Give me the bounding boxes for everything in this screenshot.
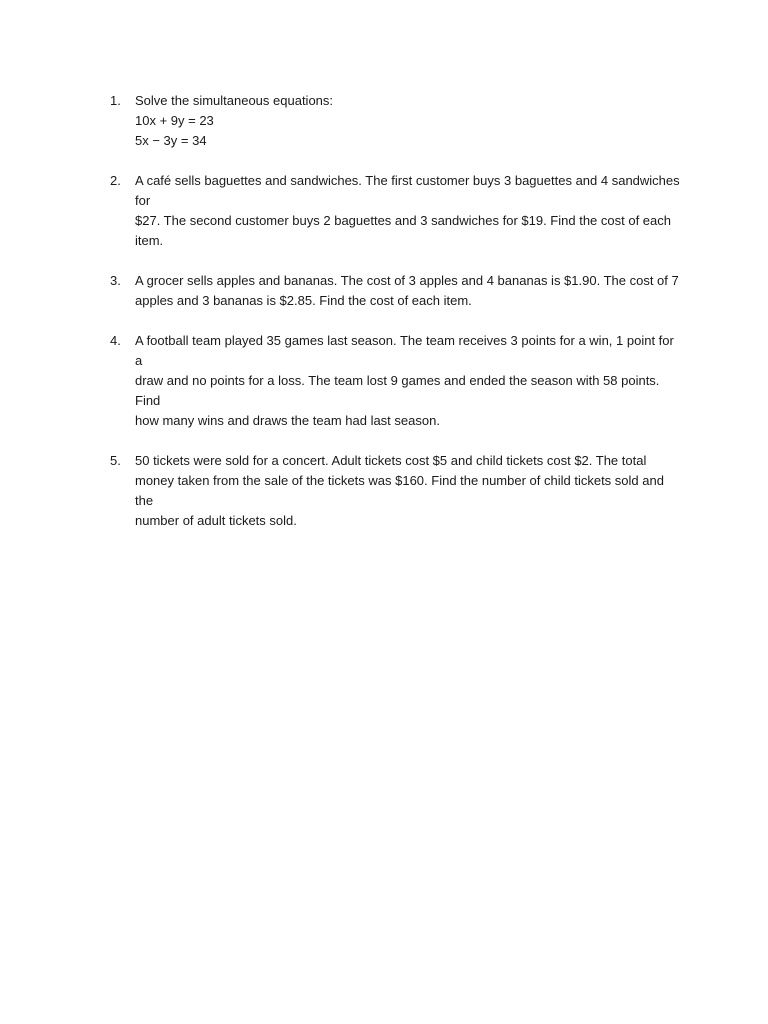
question-number: 2.	[110, 173, 121, 188]
question-list	[104, 91, 684, 551]
question-item-1	[104, 91, 684, 151]
question-line: apples and 3 bananas is $2.85. Find the cost of each item.	[135, 293, 472, 308]
question-line: A grocer sells apples and bananas. The cost of 3 apples and 4 bananas is $1.90. The cost of 7	[135, 273, 679, 288]
question-line: Solve the simultaneous equations:	[135, 93, 334, 108]
question-line: money taken from the sale of the tickets was $160. Find the number of child tickets sold and the	[135, 473, 664, 508]
question-line: $27. The second customer buys 2 baguettes and 3 sandwiches for $19. Find the cost of each	[135, 213, 671, 228]
question-item-4	[104, 331, 684, 431]
question-line: draw and no points for a loss. The team lost 9 games and ended the season with 58 points. Find	[135, 373, 660, 408]
question-text	[135, 271, 684, 311]
question-line: how many wins and draws the team had last season.	[135, 413, 440, 428]
question-number: 3.	[110, 273, 121, 288]
question-line: A café sells baguettes and sandwiches. The first customer buys 3 baguettes and 4 sandwiches for	[135, 173, 680, 208]
question-line: A football team played 35 games last season. The team receives 3 points for a win, 1 point for a	[135, 333, 674, 368]
question-text	[135, 91, 684, 151]
question-text	[135, 171, 684, 251]
equation-line: 5x − 3y = 34	[135, 133, 207, 148]
question-number: 5.	[110, 453, 121, 468]
question-line: item.	[135, 233, 164, 248]
question-number: 4.	[110, 333, 121, 348]
question-item-5	[104, 451, 684, 531]
equation-line: 10x + 9y = 23	[135, 113, 214, 128]
question-line: number of adult tickets sold.	[135, 513, 297, 528]
question-text	[135, 331, 684, 431]
question-line: 50 tickets were sold for a concert. Adult tickets cost $5 and child tickets cost $2. The total	[135, 453, 647, 468]
question-text	[135, 451, 684, 531]
question-item-3	[104, 271, 684, 311]
question-number: 1.	[110, 93, 121, 108]
question-item-2	[104, 171, 684, 251]
